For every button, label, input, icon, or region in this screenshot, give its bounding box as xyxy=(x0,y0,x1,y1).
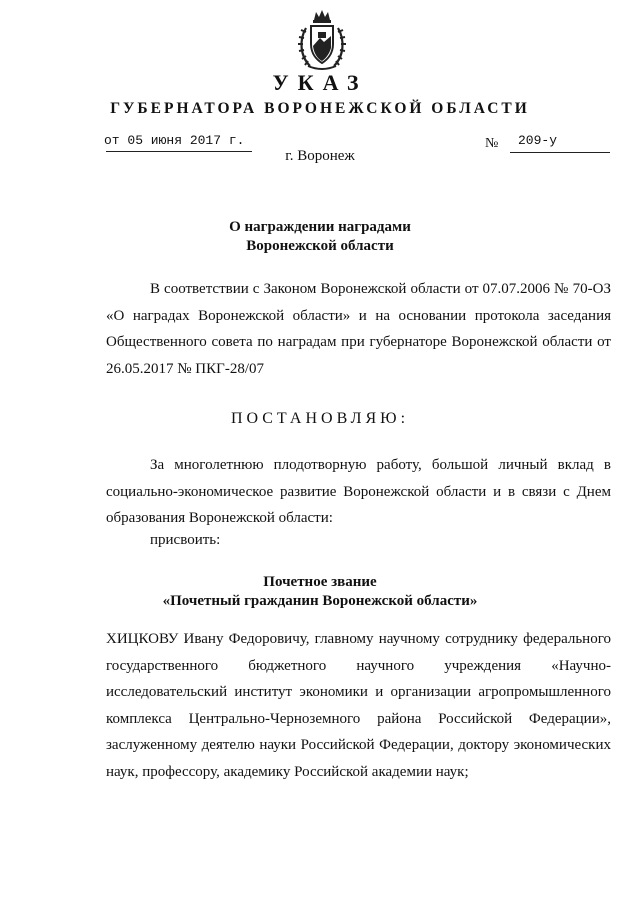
award-title-line: Почетное звание xyxy=(263,574,377,590)
date-field: от 05 июня 2017 г. xyxy=(104,133,245,148)
document-title xyxy=(0,218,640,256)
coat-of-arms-icon xyxy=(296,8,348,74)
number-value: 209-у xyxy=(518,133,558,148)
reason-paragraph: За многолетнюю плодотворную работу, большой личный вклад в социально-экономическое развитие Воронежской области и в связи с Днем образования Воронежской области: xyxy=(106,457,611,526)
assign-label: присвоить: xyxy=(150,532,221,548)
decree-title: УКАЗ xyxy=(272,70,368,95)
number-prefix: № xyxy=(485,136,499,151)
award-title xyxy=(0,573,640,611)
awardee-paragraph: ХИЦКОВУ Ивану Федоровичу, главному научному сотруднику федерального государственного бюджетного научного учреждения «Научно-исследовательский институт экономики и организации агропромышленного комплекса Центрально-Черноземного района Российской Федерации», заслуженному деятелю науки Российской Федерации, доктору экономических наук, профессору, академику Российской академии наук; xyxy=(106,631,611,780)
issuer-subtitle: ГУБЕРНАТОРА ВОРОНЕЖСКОЙ ОБЛАСТИ xyxy=(110,100,530,117)
preamble-paragraph: В соответствии с Законом Воронежской области от 07.07.2006 № 70-ОЗ «О наградах Воронежской области» и на основании протокола заседания Общественного совета по наградам при губернаторе Воронежской области от 26.05.2017 № ПКГ-28/07 xyxy=(106,281,611,377)
document-title-line: О награждении наградами xyxy=(229,219,411,235)
decree-word: ПОСТАНОВЛЯЮ: xyxy=(230,410,410,427)
city-label: г. Воронеж xyxy=(285,148,355,164)
award-title-line: «Почетный гражданин Воронежской области» xyxy=(162,593,478,609)
document-title-line: Воронежской области xyxy=(246,238,394,254)
